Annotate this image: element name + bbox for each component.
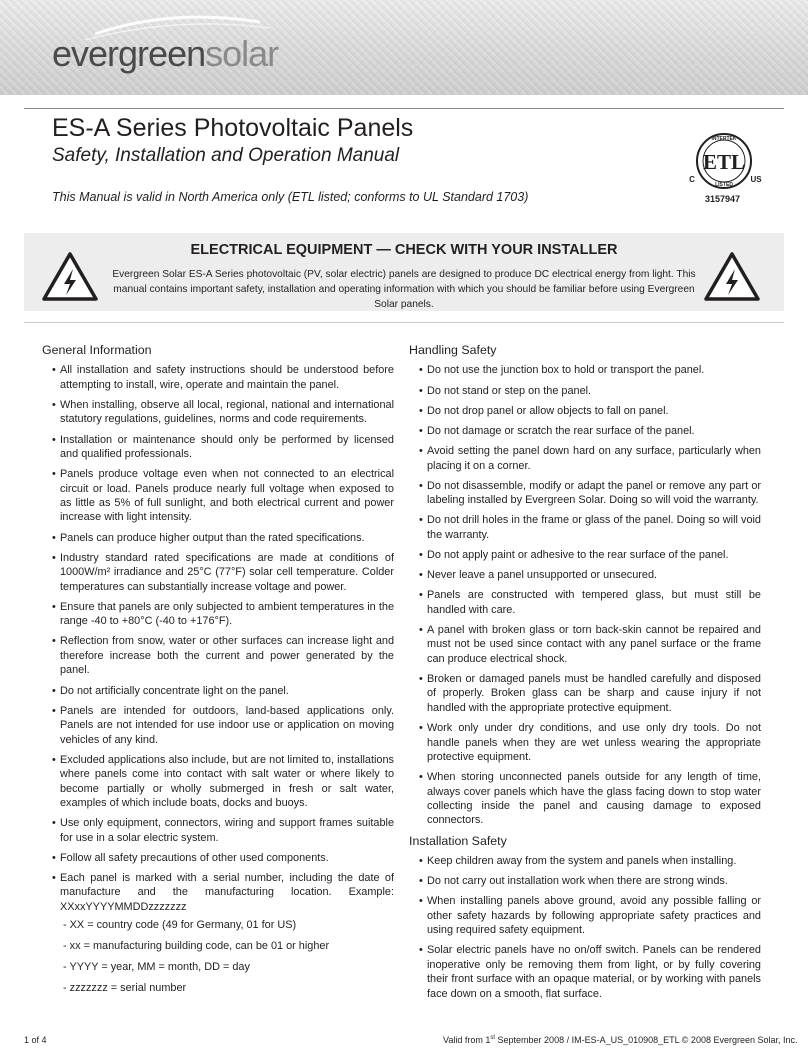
list-item: • When storing unconnected panels outside for any length of time, always cover panels which have the glass facing down to stop water collecting inside the panel and causing damage to exposed connectors. bbox=[409, 770, 761, 828]
list-item: • Broken or damaged panels must be handled carefully and disposed of properly. Broken glass can be sharp and cause injury if not handled with the appropriate protective equipment. bbox=[409, 672, 761, 715]
high-voltage-warning-icon bbox=[42, 252, 98, 302]
list-item: • Panels are constructed with tempered glass, but must still be handled with care. bbox=[409, 588, 761, 617]
list-item: • Installation or maintenance should only be performed by licensed and qualified professionals. bbox=[42, 433, 394, 462]
section-title-general: General Information bbox=[42, 343, 152, 357]
list-item: • Panels can produce higher output than the rated specifications. bbox=[42, 531, 394, 545]
serial-description: • Each panel is marked with a serial number, including the date of manufacture and the manufacturing location. Example: XXxxYYYYMMDDzzzzzzz bbox=[60, 871, 394, 913]
list-item: • Do not drop panel or allow objects to fall on panel. bbox=[409, 404, 761, 418]
list-item: • Use only equipment, connectors, wiring and support frames suitable for use in a solar electric system. bbox=[42, 816, 394, 845]
serial-parts-list bbox=[60, 918, 394, 995]
list-item: • A panel with broken glass or torn back-skin cannot be repaired and must not be used since contact with any panel surface or the frame can produce electrical shock. bbox=[409, 623, 761, 666]
list-item: • Solar electric panels have no on/off switch. Panels can be rendered inoperative only be removing them from light, or by fully covering their front surface with an opaque material, or by working with panels face down on a smooth, flat surface. bbox=[409, 943, 761, 1001]
handling-list bbox=[409, 363, 761, 827]
footer-valid-sup: st bbox=[490, 1035, 496, 1041]
list-item: • When installing panels above ground, avoid any possible falling or other safety hazards by following appropriate safety practices and using required safety equipment. bbox=[409, 894, 761, 937]
list-item: • Industry standard rated specifications are made at conditions of 1000W/m² irradiance and 25°C (77°F) solar cell temperature. Colder temperatures can substantially increase voltage and power. bbox=[42, 551, 394, 594]
left-column bbox=[42, 343, 394, 1002]
list-item: • Excluded applications also include, but are not limited to, installations where panels come into contact with salt water or where likely to become partially or wholly submerged in fresh or salt water, examples of which include boats, docks and buoys. bbox=[42, 753, 394, 811]
etl-mark-center-text: ETL bbox=[702, 150, 746, 174]
list-item: • Do not artificially concentrate light on the panel. bbox=[42, 684, 394, 698]
brand-name-part1: evergreen bbox=[52, 33, 206, 74]
list-item: • When installing, observe all local, regional, national and international statutory regulations, guidelines, norms and code requirements. bbox=[42, 398, 394, 427]
footer-valid-rest: September 2008 / IM-ES-A_US_010908_ETL © 2008 Evergreen Solar, Inc. bbox=[495, 1035, 798, 1045]
etl-mark-bottom-text: LISTED bbox=[715, 182, 733, 188]
list-item: • Do not carry out installation work when there are strong winds. bbox=[409, 874, 761, 888]
section-title-installation: Installation Safety bbox=[409, 833, 507, 848]
list-item: • Do not drill holes in the frame or glass of the panel. Doing so will void the warranty. bbox=[409, 513, 761, 542]
etl-mark-top-text: INTERTEK bbox=[711, 136, 737, 142]
page-title: ES-A Series Photovoltaic Panels bbox=[52, 114, 414, 142]
high-voltage-warning-icon bbox=[704, 252, 760, 302]
list-item: • Follow all safety precautions of other used components. bbox=[42, 851, 394, 865]
serial-part: - xx = manufacturing building code, can be 01 or higher bbox=[63, 940, 330, 953]
brand-logo bbox=[52, 33, 278, 75]
footer-valid-prefix: Valid from 1 bbox=[443, 1035, 491, 1045]
list-item: • Panels produce voltage even when not connected to an electrical circuit or load. Panels produce nearly full voltage when exposed to as little as 5% of full sunlight, and both electrical current and power increase with light intensity. bbox=[42, 467, 394, 525]
list-item: • All installation and safety instructions should be understood before attempting to install, wire, operate and maintain the panel. bbox=[42, 363, 394, 392]
serial-part: - YYYY = year, MM = month, DD = day bbox=[63, 960, 250, 973]
list-item: • Do not damage or scratch the rear surface of the panel. bbox=[409, 424, 761, 438]
installation-list bbox=[409, 854, 761, 1001]
page-number: 1 of 4 bbox=[24, 1035, 47, 1045]
right-column bbox=[409, 343, 761, 1007]
etl-left-label: C bbox=[689, 175, 695, 184]
etl-number: 3157947 bbox=[705, 194, 741, 204]
brand-name-part2: solar bbox=[205, 33, 279, 74]
list-item: • Panels are intended for outdoors, land-based applications only. Panels are not intended for use indoor use or application on moving vehicles of any kind. bbox=[42, 704, 394, 747]
footer-validity bbox=[443, 1035, 798, 1045]
list-item: • Do not apply paint or adhesive to the rear surface of the panel. bbox=[409, 548, 761, 562]
page-subtitle: Safety, Installation and Operation Manual bbox=[52, 145, 400, 166]
general-list bbox=[42, 363, 394, 995]
list-item: • Do not stand or step on the panel. bbox=[409, 384, 761, 398]
serial-part: - zzzzzzz = serial number bbox=[63, 981, 187, 994]
list-item: • Keep children away from the system and panels when installing. bbox=[409, 854, 761, 868]
list-item: • Ensure that panels are only subjected to ambient temperatures in the range -40 to +80°C (-40 to +176°F). bbox=[42, 600, 394, 629]
list-item: • Do not disassemble, modify or adapt the panel or remove any part or labeling installed by Evergreen Solar. Doing so will void the warranty. bbox=[409, 479, 761, 508]
warning-title: ELECTRICAL EQUIPMENT — CHECK WITH YOUR INSTALLER bbox=[190, 242, 618, 258]
warning-text: Evergreen Solar ES-A Series photovoltaic (PV, solar electric) panels are designed to produce DC electrical energy from light. This manual contains important safety, installation and operating information with which you should be familiar before using Evergreen Solar panels. bbox=[112, 269, 696, 310]
list-item: • Avoid setting the panel down hard on any surface, particularly when placing it on a corner. bbox=[409, 444, 761, 473]
list-item: • Reflection from snow, water or other surfaces can increase light and therefore increase both the current and power generated by the panel. bbox=[42, 634, 394, 677]
section-title-handling: Handling Safety bbox=[409, 343, 497, 357]
divider bbox=[24, 322, 784, 323]
serial-part: - XX = country code (49 for Germany, 01 for US) bbox=[63, 919, 297, 932]
etl-right-label: US bbox=[750, 175, 762, 184]
list-item: • Do not use the junction box to hold or transport the panel. bbox=[409, 363, 761, 377]
list-item: • Never leave a panel unsupported or unsecured. bbox=[409, 568, 761, 582]
list-item-serial bbox=[42, 871, 394, 995]
list-item: • Work only under dry conditions, and use only dry tools. Do not handle panels when they are wet unless wearing the appropriate protective equipment. bbox=[409, 721, 761, 764]
validity-note: This Manual is valid in North America only (ETL listed; conforms to UL Standard 1703) bbox=[52, 190, 529, 204]
